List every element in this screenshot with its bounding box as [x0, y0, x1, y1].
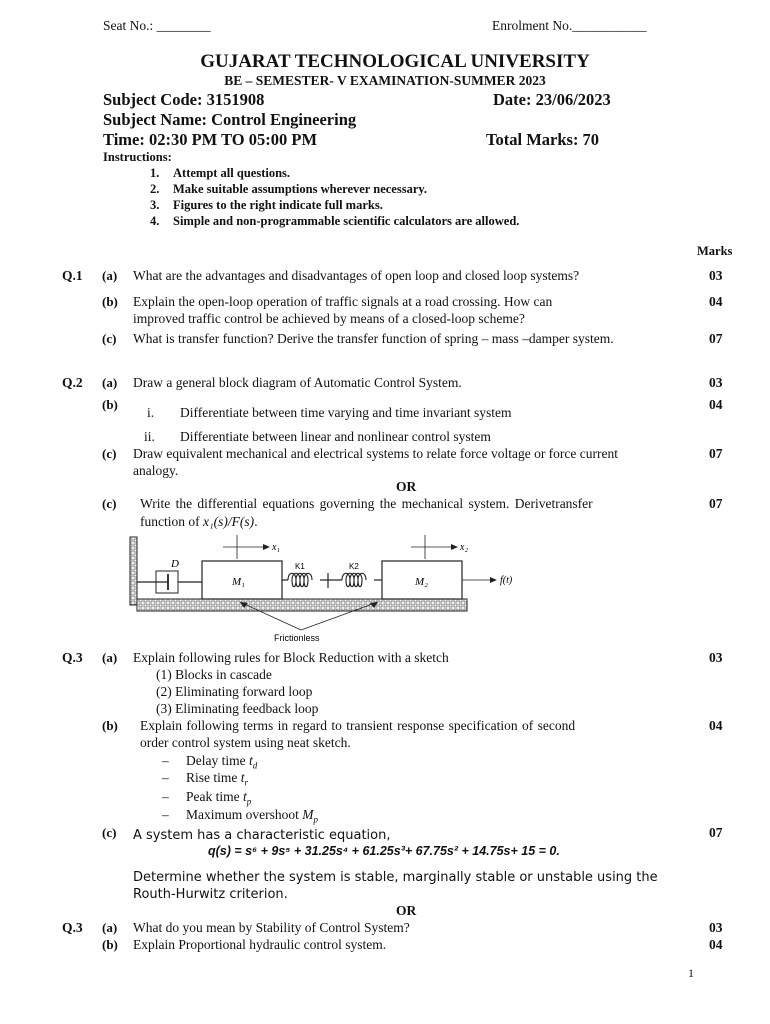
question-text: Differentiate between linear and nonlinear control system: [180, 429, 491, 444]
instruction-text: Attempt all questions.: [173, 166, 291, 180]
page-number: 1: [688, 966, 694, 980]
term-label: Delay time: [186, 753, 249, 768]
marks-value: 07: [709, 825, 723, 840]
instruction-text: Make suitable assumptions wherever necessary.: [173, 182, 428, 196]
instruction-text: Simple and non-programmable scientific calculators are allowed.: [173, 214, 520, 228]
list-item: [186, 770, 248, 788]
question-text: What do you mean by Stability of Control System?: [133, 920, 410, 935]
marks-value: 04: [709, 294, 723, 309]
term-symbol: M: [302, 807, 314, 822]
text-suffix: .: [254, 514, 258, 529]
subquestion-label: (a): [102, 375, 118, 390]
question-text: Write the differential equations governing the mechanical system. Derivetransfer: [140, 496, 593, 511]
subquestion-label: (c): [102, 825, 117, 840]
term-symbol: t: [248, 753, 253, 768]
list-item: [162, 770, 169, 786]
subquestion-label: (b): [102, 294, 118, 309]
question-text: Explain the open-loop operation of traffic signals at a road crossing. How can: [133, 294, 553, 309]
list-item: [162, 789, 169, 805]
list-item: [186, 807, 318, 825]
subquestion-label: (b): [102, 718, 118, 733]
question-text: Routh-Hurwitz criterion.: [133, 887, 288, 902]
term-subscript: r: [244, 777, 249, 788]
frictionless-label: Frictionless: [274, 633, 320, 643]
seat-number: Seat No.: ________: [103, 18, 211, 33]
x2-label: x₂: [460, 542, 468, 553]
text-prefix: function of: [140, 514, 203, 529]
marks-value: 07: [709, 446, 723, 461]
list-item: [162, 753, 169, 769]
spring-k2-label: K2: [349, 562, 359, 571]
list-item: (1) Blocks in cascade: [156, 667, 272, 682]
force-label: f(t): [500, 575, 513, 586]
characteristic-equation: q(s) = s⁶ + 9s⁵ + 31.25s⁴ + 61.25s³+ 67.75s² + 14.75s+ 15 = 0.: [208, 844, 560, 858]
subquestion-label: (a): [102, 268, 118, 283]
mass-1-label: M₁: [232, 576, 245, 588]
question-text: What are the advantages and disadvantages of open loop and closed loop systems?: [133, 268, 580, 283]
list-item: (2) Eliminating forward loop: [156, 684, 313, 699]
list-dash: –: [162, 807, 169, 822]
question-text: Explain following terms in regard to transient response specification of second: [140, 718, 576, 733]
spring-k2: [328, 573, 382, 587]
enrolment-number: Enrolment No.___________: [492, 18, 647, 33]
question-text: What is transfer function? Derive the transfer function of spring – mass –damper system.: [133, 331, 614, 346]
transfer-function-math: x₁(s)/F(s): [203, 514, 255, 529]
question-text: A system has a characteristic equation,: [133, 828, 391, 843]
exam-time: Time: 02:30 PM TO 05:00 PM: [103, 130, 318, 149]
question-text: Differentiate between time varying and time invariant system: [180, 405, 512, 420]
instruction-number: 2.: [150, 182, 160, 196]
marks-value: 04: [709, 937, 723, 952]
marks-value: 04: [709, 718, 723, 733]
exam-date: Date: 23/06/2023: [493, 90, 611, 109]
total-marks: Total Marks: 70: [486, 130, 600, 149]
question-label: Q.3: [62, 920, 83, 935]
item-number: ii.: [144, 429, 155, 444]
subquestion-label: (c): [102, 496, 117, 511]
list-dash: –: [162, 753, 169, 768]
question-text: Draw a general block diagram of Automatic Control System.: [133, 375, 462, 390]
question-label: Q.1: [62, 268, 83, 283]
spring-k1: [282, 573, 328, 587]
question-text: Determine whether the system is stable, marginally stable or unstable using the: [133, 870, 658, 885]
x1-label: x₁: [272, 542, 280, 553]
mechanical-system-figure: [128, 533, 528, 645]
subquestion-label: (a): [102, 650, 118, 665]
marks-value: 03: [709, 650, 723, 665]
instruction-number: 1.: [150, 166, 160, 180]
subquestion-label: (b): [102, 937, 118, 952]
instruction-number: 3.: [150, 198, 160, 212]
spring-k1-label: K1: [295, 562, 305, 571]
instruction-number: 4.: [150, 214, 160, 228]
or-separator: OR: [396, 903, 417, 918]
question-text-line: [140, 514, 258, 530]
instruction-text: Figures to the right indicate full marks.: [173, 198, 383, 212]
list-item: [162, 807, 169, 823]
fixed-wall: [130, 537, 137, 605]
marks-value: 03: [709, 920, 723, 935]
force-arrow: [462, 577, 497, 583]
list-item: (3) Eliminating feedback loop: [156, 701, 319, 716]
term-label: Peak time: [186, 789, 243, 804]
question-text: Draw equivalent mechanical and electrical systems to relate force voltage or force current: [133, 446, 619, 461]
question-text: Explain Proportional hydraulic control system.: [133, 937, 387, 952]
marks-value: 04: [709, 397, 723, 412]
subquestion-label: (a): [102, 920, 118, 935]
marks-column-header: Marks: [697, 244, 733, 258]
subquestion-label: (c): [102, 446, 117, 461]
question-text: improved traffic control be achieved by means of a closed-loop scheme?: [133, 311, 525, 326]
term-subscript: p: [246, 796, 252, 807]
subquestion-label: (b): [102, 397, 118, 412]
question-text: order control system using neat sketch.: [140, 735, 351, 750]
damper-symbol: [137, 571, 202, 593]
exam-title: BE – SEMESTER- V EXAMINATION-SUMMER 2023: [224, 73, 546, 88]
university-title: GUJARAT TECHNOLOGICAL UNIVERSITY: [200, 51, 590, 72]
term-label: Maximum overshoot: [186, 807, 303, 822]
marks-value: 03: [709, 375, 723, 390]
subquestion-label: (c): [102, 331, 117, 346]
marks-value: 03: [709, 268, 723, 283]
or-separator: OR: [396, 479, 417, 494]
question-text: Explain following rules for Block Reduction with a sketch: [133, 650, 449, 665]
instructions-title: Instructions:: [103, 150, 172, 164]
term-symbol: t: [243, 789, 247, 804]
term-subscript: p: [313, 814, 318, 825]
displacement-x2-arrow: [411, 535, 458, 559]
damper-label: D: [171, 558, 179, 570]
list-item: [186, 753, 257, 771]
displacement-x1-arrow: [223, 535, 270, 559]
question-label: Q.3: [62, 650, 83, 665]
subject-name: Subject Name: Control Engineering: [103, 110, 357, 129]
list-item: [186, 789, 251, 807]
subject-code: Subject Code: 3151908: [103, 90, 265, 109]
marks-value: 07: [709, 331, 723, 346]
term-symbol: t: [240, 770, 245, 785]
marks-value: 07: [709, 496, 723, 511]
ground-surface: [137, 599, 467, 611]
question-text: analogy.: [133, 463, 179, 478]
item-number: i.: [147, 405, 155, 420]
mass-2-label: M₂: [415, 576, 428, 588]
term-label: Rise time: [186, 770, 241, 785]
question-label: Q.2: [62, 375, 83, 390]
list-dash: –: [162, 789, 169, 804]
list-dash: –: [162, 770, 169, 785]
term-subscript: d: [252, 760, 258, 771]
